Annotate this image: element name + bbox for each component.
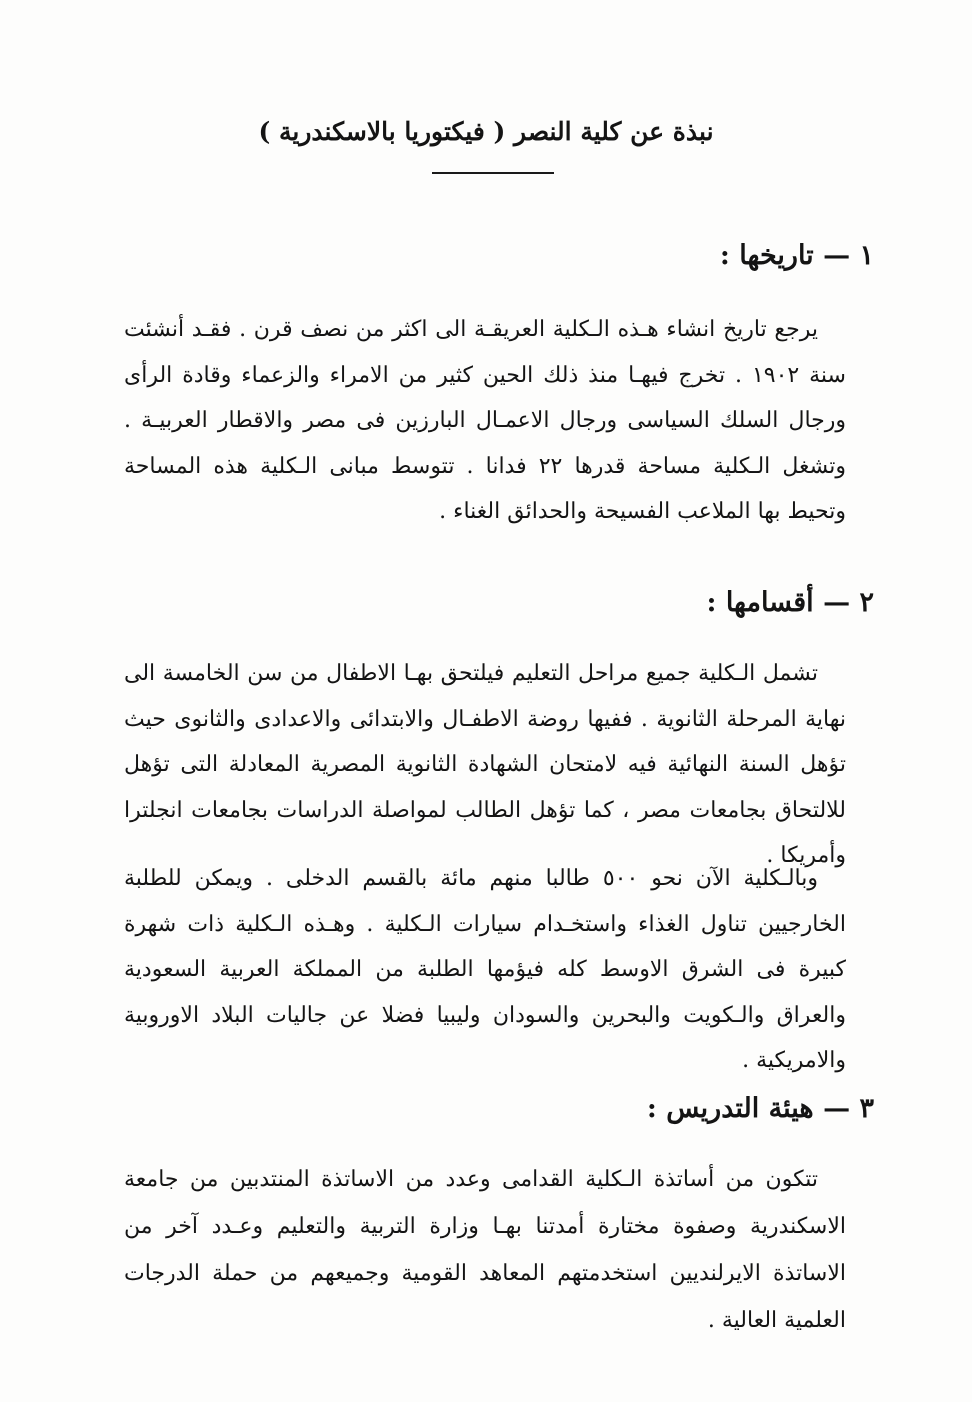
paragraph-history: يرجع تاريخ انشاء هـذه الـكلية العريقـة الى اكثر من نصف قرن . فقـد أنشئت سنة ١٩٠٢ . تخرج فيهـا منذ ذلك الحين كثير من الامراء والزعماء وقادة الرأى ورجال السلك السياسى ورجال الاعمـال البارزين فى مصر والاقطار العربيـة . وتشغل الـكلية مساحة قدرها ٢٢ فدانا . تتوسط مبانى الـكلية هذه المساحة وتحيط بها الملاعب الفسيحة والحدائق الغناء . — [124, 317, 846, 524]
paragraph-faculty: تتكون من أساتذة الـكلية القدامى وعدد من الاساتذة المنتدبين من جامعة الاسكندرية وصفوة مختارة أمدتنا بهـا وزارة التربية والتعليم وعـدد آخر من الاساتذة الايرلنديين استخدمتهم المعاهد القومية وجميعهم من حملة الدرجات العلمية العالية . — [124, 1167, 846, 1333]
paragraph-departments-2: وبالـكلية الآن نحو ٥٠٠ طالبا منهم مائة بالقسم الدخلى . ويمكن للطلبة الخارجيين تناول الغذاء واستخـدام سيارات الـكلية . وهـذه الـكلية ذات شهرة كبيرة فى الشرق الاوسط كله فيؤمها الطلبة من المملكة العربية السعودية والعراق والـكويت والبحرين والسودان وليبيا فضلا عن جاليات البلاد الاوروبية والامريكية . — [124, 866, 847, 1073]
section-heading-faculty: ٣ — هيئة التدريس : — [646, 1093, 874, 1124]
section-heading-history: ١ — تاريخها : — [719, 240, 874, 271]
page-title: نبذة عن كلية النصر ( فيكتوريا بالاسكندرية ) — [258, 117, 714, 146]
section-heading-departments: ٢ — أقسامها : — [706, 587, 874, 618]
paragraph-departments-1: تشمل الـكلية جميع مراحل التعليم فيلتحق بهـا الاطفال من سن الخامسة الى نهاية المرحلة الثانوية . ففيها روضة الاطفـال والابتدائى والاعدادى والثانوى حيث تؤهل السنة النهائية فيه لامتحان الشهادة الثانوية المصرية المعادلة التى تؤهل للالتحاق بجامعات مصر ، كما تؤهل الطالب لمواصلة الدراسات بجامعات انجلترا وأمريكا . — [124, 661, 846, 868]
title-underline — [432, 172, 554, 174]
